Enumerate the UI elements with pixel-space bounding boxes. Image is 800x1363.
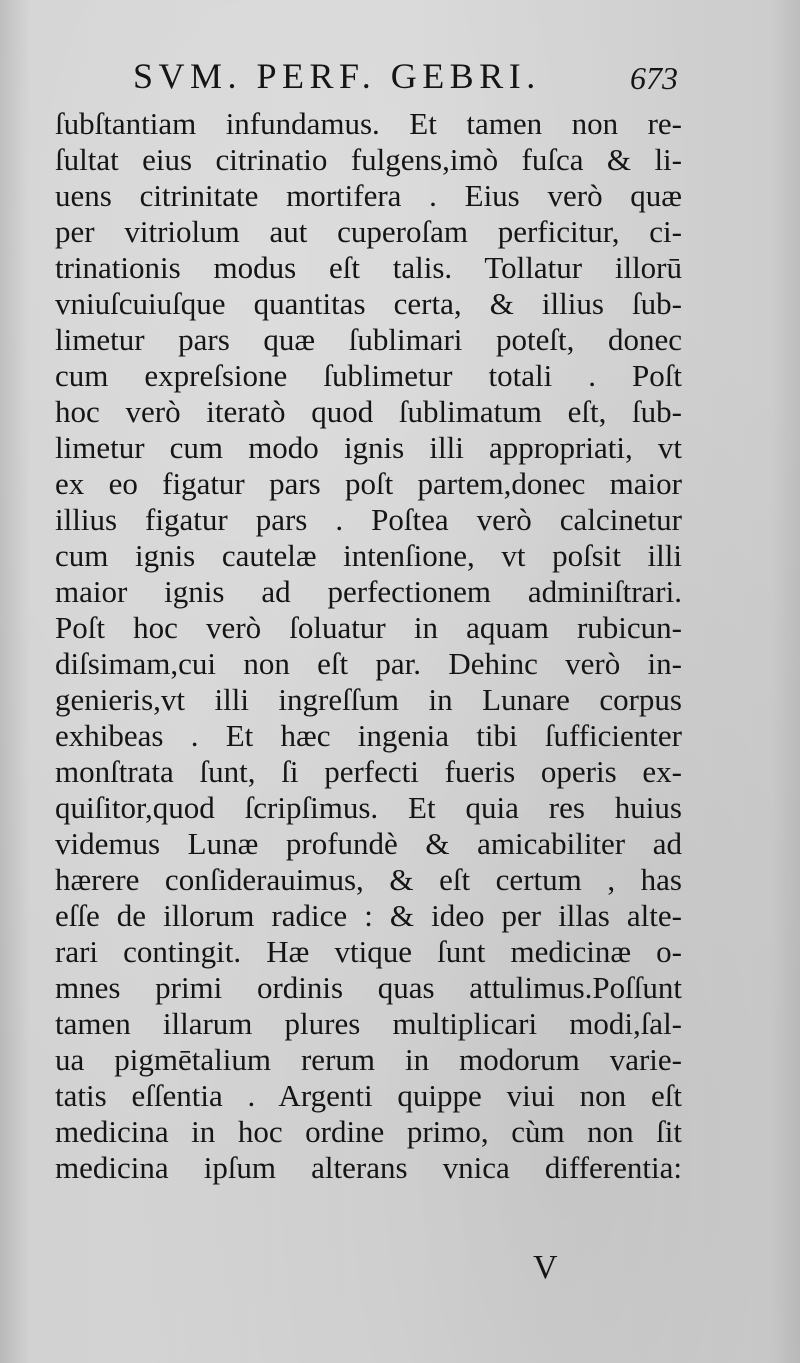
text-line: maior ignis ad perfectionem adminiſtrari.	[55, 574, 682, 609]
text-line: ex eo figatur pars poſt partem,donec maior	[55, 466, 682, 501]
text-line: hoc verò iteratò quod ſublimatum eſt, ſub-	[55, 394, 682, 429]
text-line: diſsimam,cui non eſt par. Dehinc verò in-	[55, 646, 682, 681]
text-line: per vitriolum aut cuperoſam perficitur, ci-	[55, 214, 682, 249]
page-header	[0, 52, 800, 100]
page-number: 673	[630, 60, 678, 96]
text-line: eſſe de illorum radice : & ideo per illas alte-	[55, 898, 682, 933]
text-line: medicina ipſum alterans vnica differentia:	[55, 1150, 682, 1185]
text-line: ſubſtantiam infundamus. Et tamen non re-	[55, 106, 682, 141]
text-line: uens citrinitate mortifera . Eius verò quæ	[55, 178, 682, 213]
text-line: cum expreſsione ſublimetur totali . Poſt	[55, 358, 682, 393]
text-line: medicina in hoc ordine primo, cùm non ſit	[55, 1114, 682, 1149]
text-line: limetur pars quæ ſublimari poteſt, donec	[55, 322, 682, 357]
text-line: trinationis modus eſt talis. Tollatur illorū	[55, 250, 682, 285]
text-line: quiſitor,quod ſcripſimus. Et quia res huius	[55, 790, 682, 825]
text-line: rari contingit. Hæ vtique ſunt medicinæ o-	[55, 934, 682, 969]
text-line: exhibeas . Et hæc ingenia tibi ſufficienter	[55, 718, 682, 753]
running-title: SVM. PERF. GEBRI.	[133, 56, 541, 96]
text-line: hærere conſiderauimus, & eſt certum , has	[55, 862, 682, 897]
text-line: videmus Lunæ profundè & amicabiliter ad	[55, 826, 682, 861]
text-line: mnes primi ordinis quas attulimus.Poſſunt	[55, 970, 682, 1005]
text-line: limetur cum modo ignis illi appropriati, vt	[55, 430, 682, 465]
text-line: genieris,vt illi ingreſſum in Lunare corpus	[55, 682, 682, 717]
catchword: V	[533, 1249, 558, 1286]
text-line: vniuſcuiuſque quantitas certa, & illius ſub-	[55, 286, 682, 321]
text-line: tamen illarum plures multiplicari modi,ſal-	[55, 1006, 682, 1041]
text-line: monſtrata ſunt, ſi perfecti fueris operis ex-	[55, 754, 682, 789]
text-line: illius figatur pars . Poſtea verò calcinetur	[55, 502, 682, 537]
text-line: ſultat eius citrinatio fulgens,imò fuſca & li-	[55, 142, 682, 177]
text-line: ua pigmētalium rerum in modorum varie-	[55, 1042, 682, 1077]
text-line: Poſt hoc verò ſoluatur in aquam rubicun-	[55, 610, 682, 645]
text-line: cum ignis cautelæ intenſione, vt poſsit illi	[55, 538, 682, 573]
body-text	[55, 106, 682, 1186]
text-line: tatis eſſentia . Argenti quippe viui non eſt	[55, 1078, 682, 1113]
